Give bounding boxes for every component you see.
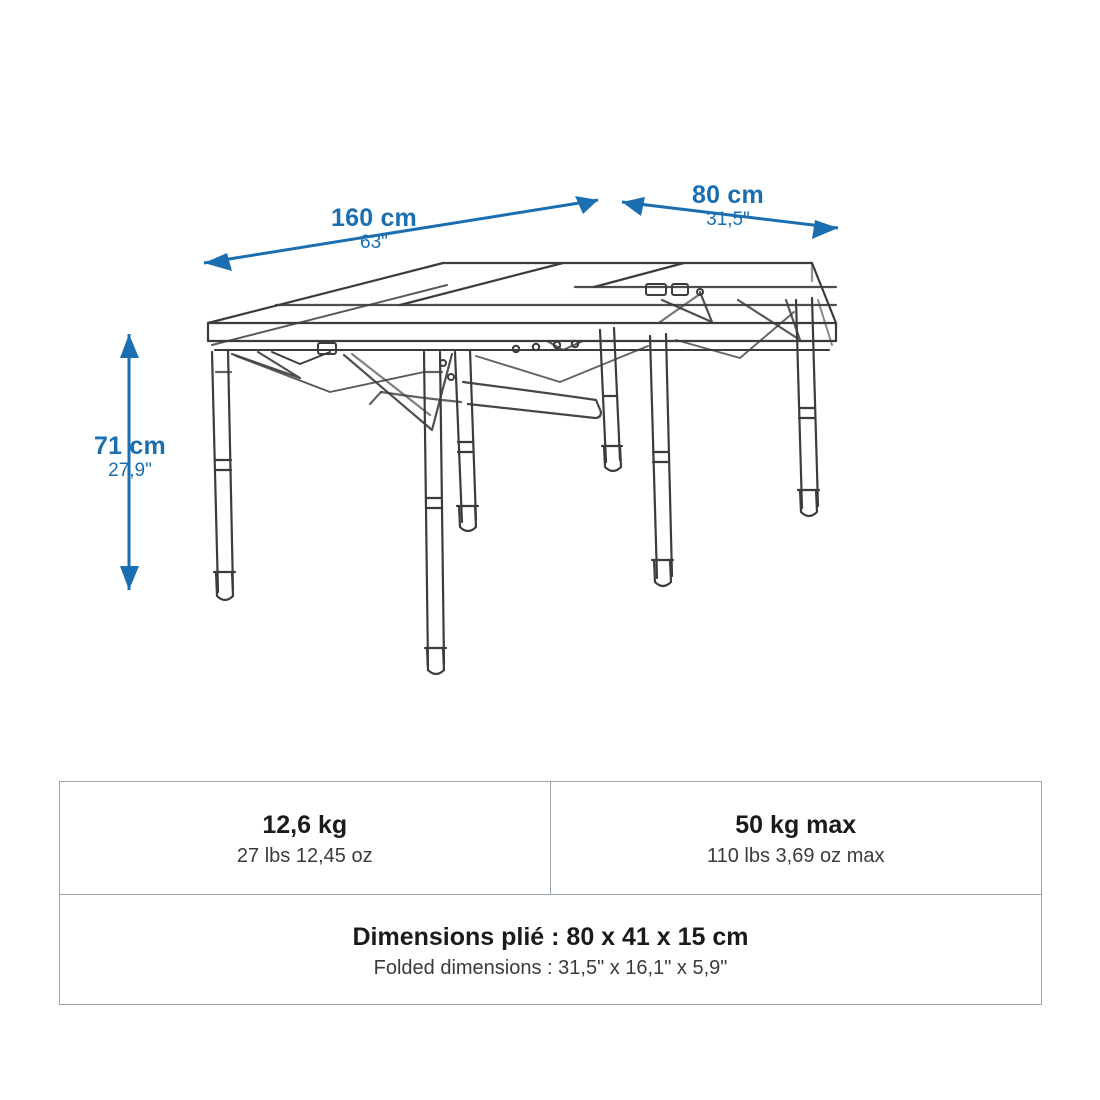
dimension-depth-primary: 80 cm (692, 181, 764, 209)
load-secondary: 110 lbs 3,69 oz max (706, 845, 885, 867)
weight-primary: 12,6 kg (262, 811, 348, 839)
dimension-arrows (120, 196, 838, 590)
leg-front-left (212, 350, 300, 600)
dimension-height-primary: 71 cm (94, 432, 166, 460)
dimension-label-height (55, 432, 205, 481)
specification-table (59, 781, 1042, 1005)
spec-cell-folded (60, 895, 1041, 1004)
dimension-width-primary: 160 cm (331, 204, 417, 232)
weight-secondary: 27 lbs 12,45 oz (236, 845, 373, 867)
leg-back-mid (455, 350, 478, 531)
spec-row-folded (60, 895, 1041, 1004)
spec-row-top (60, 782, 1041, 895)
dimension-width-secondary: 63" (360, 232, 388, 253)
folded-secondary: Folded dimensions : 31,5" x 16,1" x 5,9" (373, 957, 728, 979)
dimension-label-width (268, 204, 480, 253)
support-bar (370, 382, 601, 418)
leg-back-right (738, 298, 819, 516)
dimension-height-secondary: 27,9" (108, 460, 152, 481)
leg-front-right (650, 292, 712, 586)
load-primary: 50 kg max (735, 811, 857, 839)
dimension-depth-secondary: 31,5" (706, 209, 750, 230)
dimension-label-depth (630, 181, 826, 230)
spec-cell-load (551, 782, 1042, 894)
folded-primary: Dimensions plié : 80 x 41 x 15 cm (352, 923, 749, 951)
spec-cell-weight (60, 782, 551, 894)
